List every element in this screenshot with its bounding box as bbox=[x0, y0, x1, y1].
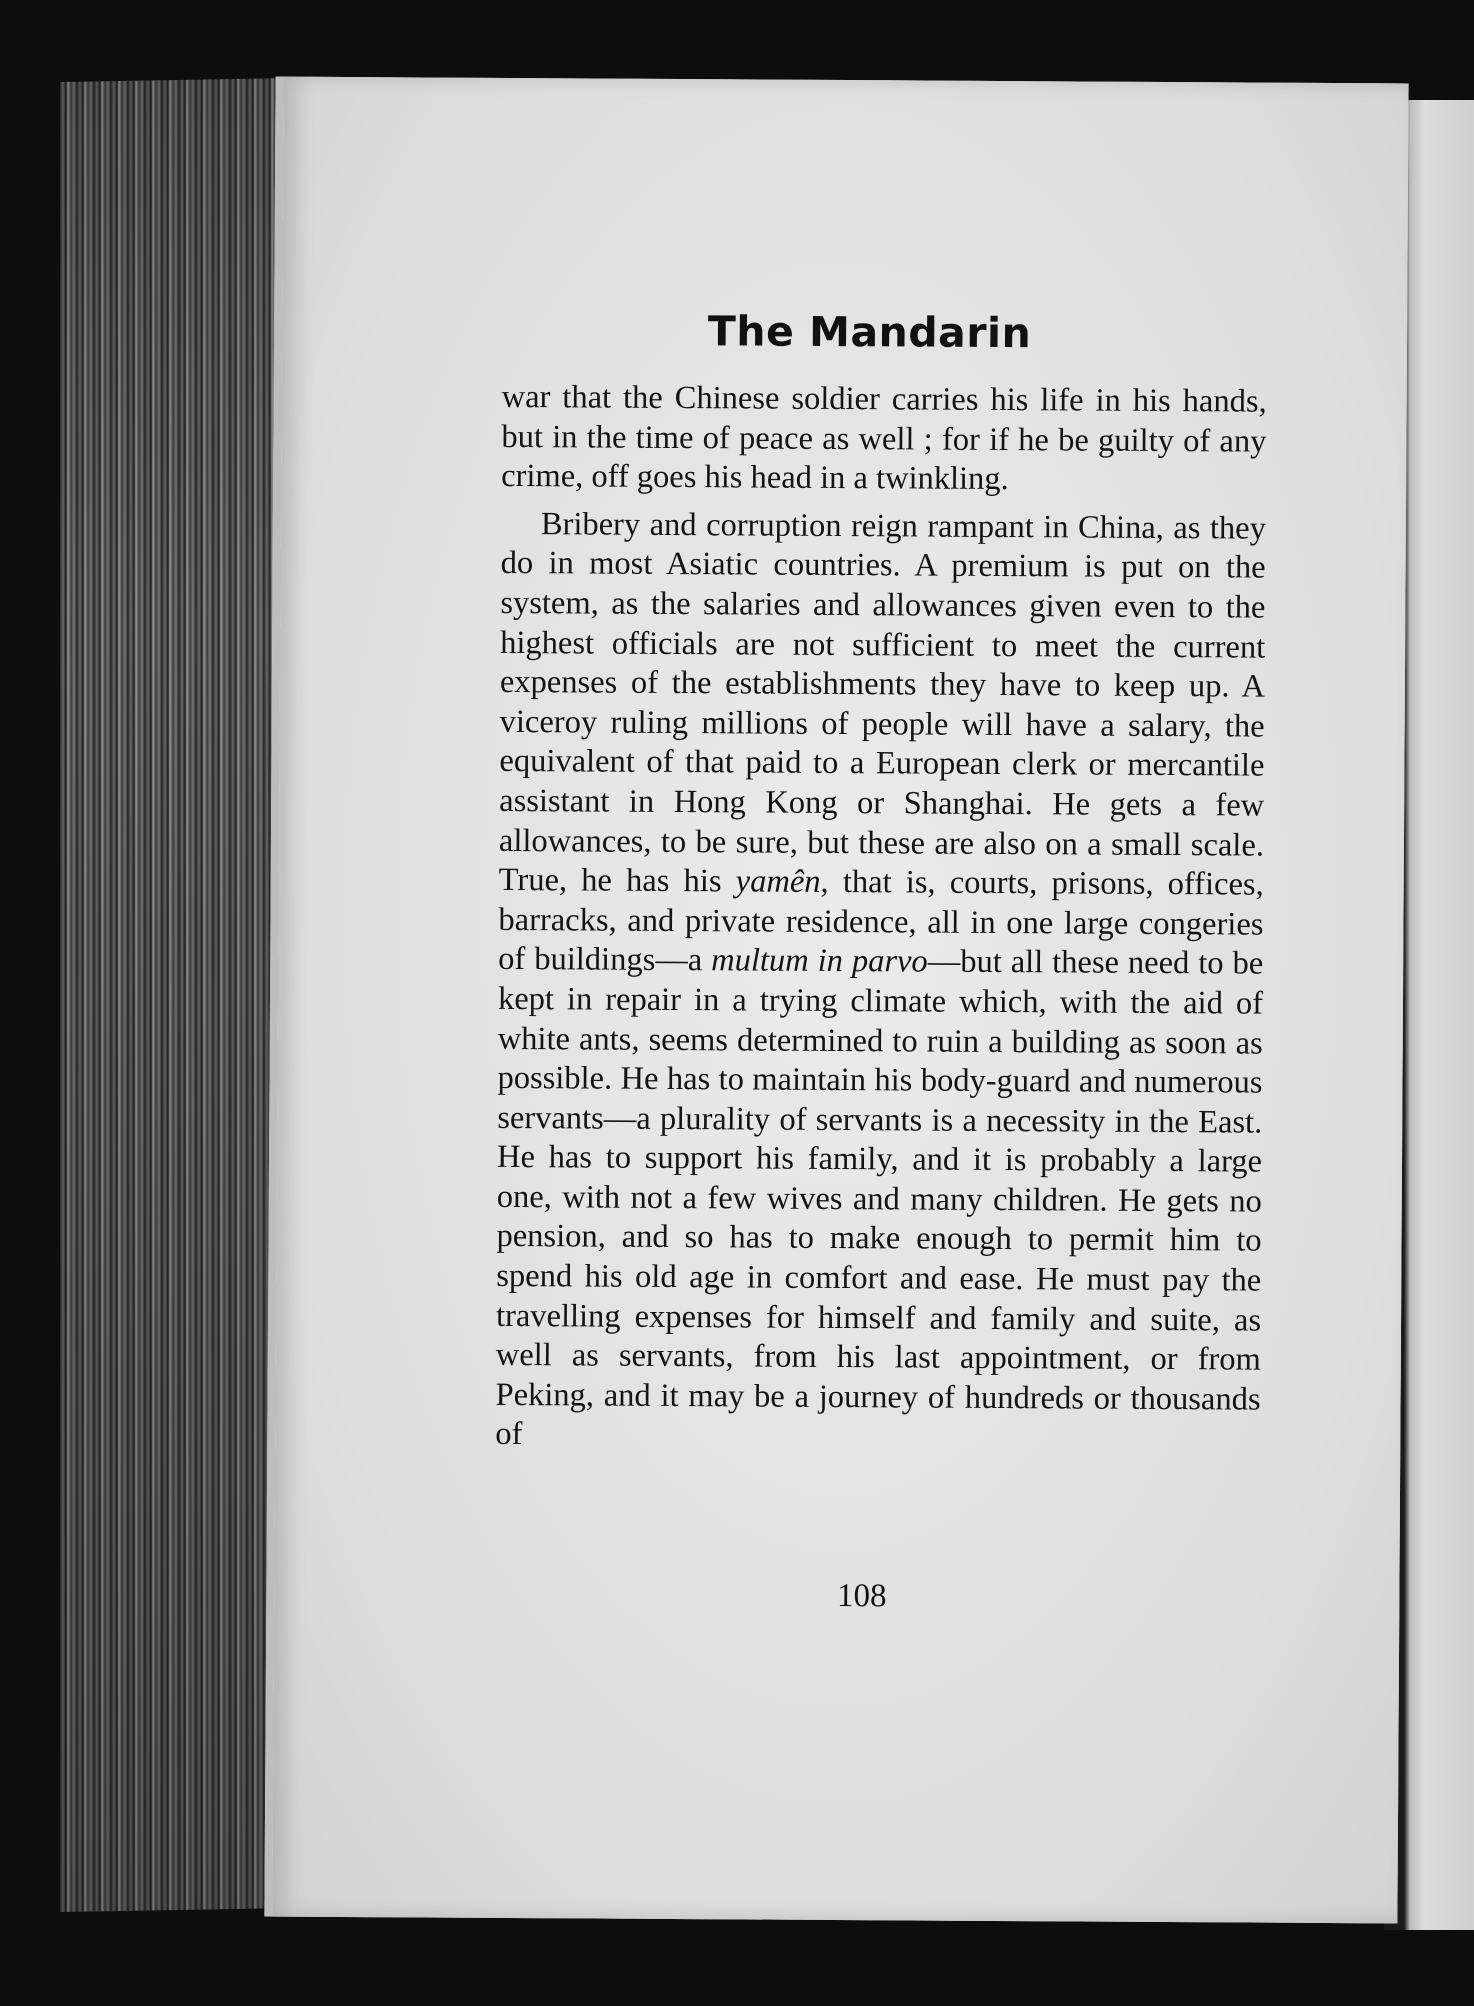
text-segment: , that is, courts, prisons, offices, barracks, and private residence, all in one large congeries of buildings—a bbox=[498, 864, 1264, 979]
running-head: The Mandarin bbox=[707, 307, 1032, 358]
book-page bbox=[264, 77, 1408, 1924]
paragraph: war that the Chinese soldier carries his life in his hands, but in the time of peace as well ; for if he be guilty of any crime, off goes his head in a twinkling. bbox=[501, 378, 1267, 498]
paragraph bbox=[495, 505, 1266, 1460]
book-page-edges bbox=[60, 78, 290, 1912]
italic-term-yamen: yamên bbox=[735, 863, 821, 901]
text-segment: Bribery and corruption reign rampant in China, as they do in most Asiatic countries. A premium is put on the system, as the salaries and allowances given even to the highest officials are not sufficient to meet the current expenses of the establishments they have to keep up. A viceroy ruling millions of people will have a salary, the equivalent of that paid to a European clerk or mercantile assistant in Hong Kong or Shanghai. He gets a few allowances, to be sure, but these are also on a small scale. True, he has his bbox=[498, 505, 1266, 900]
body-text bbox=[495, 378, 1267, 1460]
text-segment: —but all these need to be kept in repair in a trying climate which, with the aid of white ants, seems determined to ruin a building as soon as possible. He has to maintain his body-guard and numerous servants—a plurality of servants is a necessity in the East. He has to support his family, and it is probably a large one, with not a few wives and many children. He gets no pension, and so has to make enough to permit him to spend his old age in comfort and ease. He must pay the travelling expenses for himself and family and suite, as well as servants, from his last appointment, or from Peking, and it may be a journey of hundreds or thousands of bbox=[495, 943, 1264, 1453]
page-number: 108 bbox=[836, 1578, 887, 1615]
italic-term-multum-in-parvo: multum in parvo bbox=[711, 942, 928, 980]
